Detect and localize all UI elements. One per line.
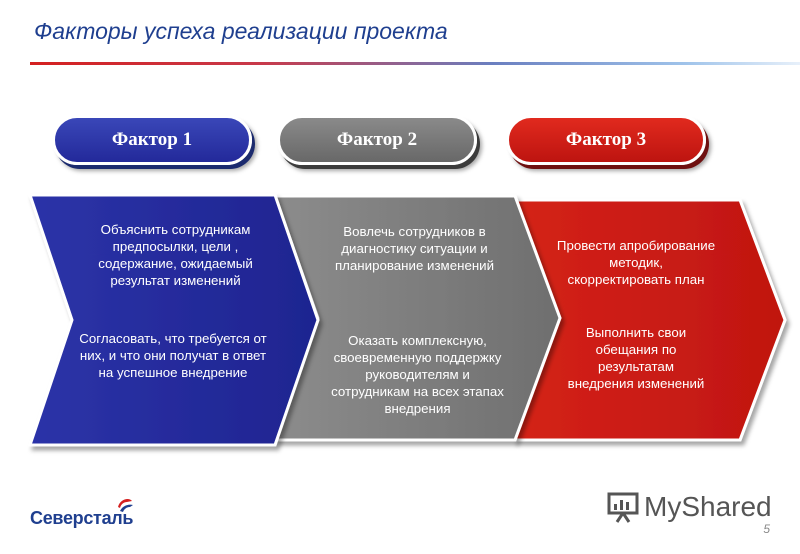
factor-3-pill: Фактор 3: [506, 115, 706, 165]
factor-1-text-top: Объяснить сотрудникам предпосылки, цели , содержание, ожидаемый результат изменений: [98, 222, 253, 288]
factor-2-text-top: Вовлечь сотрудников в диагностику ситуации и планирование изменений: [334, 224, 495, 273]
watermark-text: MyShared: [644, 491, 772, 522]
factor-1-text-bottom: Согласовать, что требуется от них, и что они получат в ответ на успешное внедрение: [79, 331, 267, 380]
presentation-board-icon: [606, 490, 640, 524]
factor-2-text-bottom: Оказать комплексную, своевременную поддержку руководителям и сотрудникам на всех этапах внедрения: [331, 333, 504, 416]
factor-3-text-top: Провести апробирование методик, скорректировать план: [556, 238, 716, 287]
severstal-logo-text: Северсталь: [30, 508, 134, 528]
factor-1-pill: Фактор 1: [52, 115, 252, 165]
myshared-watermark: [606, 490, 772, 524]
factor-2-pill: Фактор 2: [277, 115, 477, 165]
factor-3-text-bottom: Выполнить свои обещания по результатам внедрения изменений: [567, 325, 705, 391]
page-number: 5: [763, 522, 770, 536]
slide-title: Факторы успеха реализации проекта: [34, 18, 448, 44]
